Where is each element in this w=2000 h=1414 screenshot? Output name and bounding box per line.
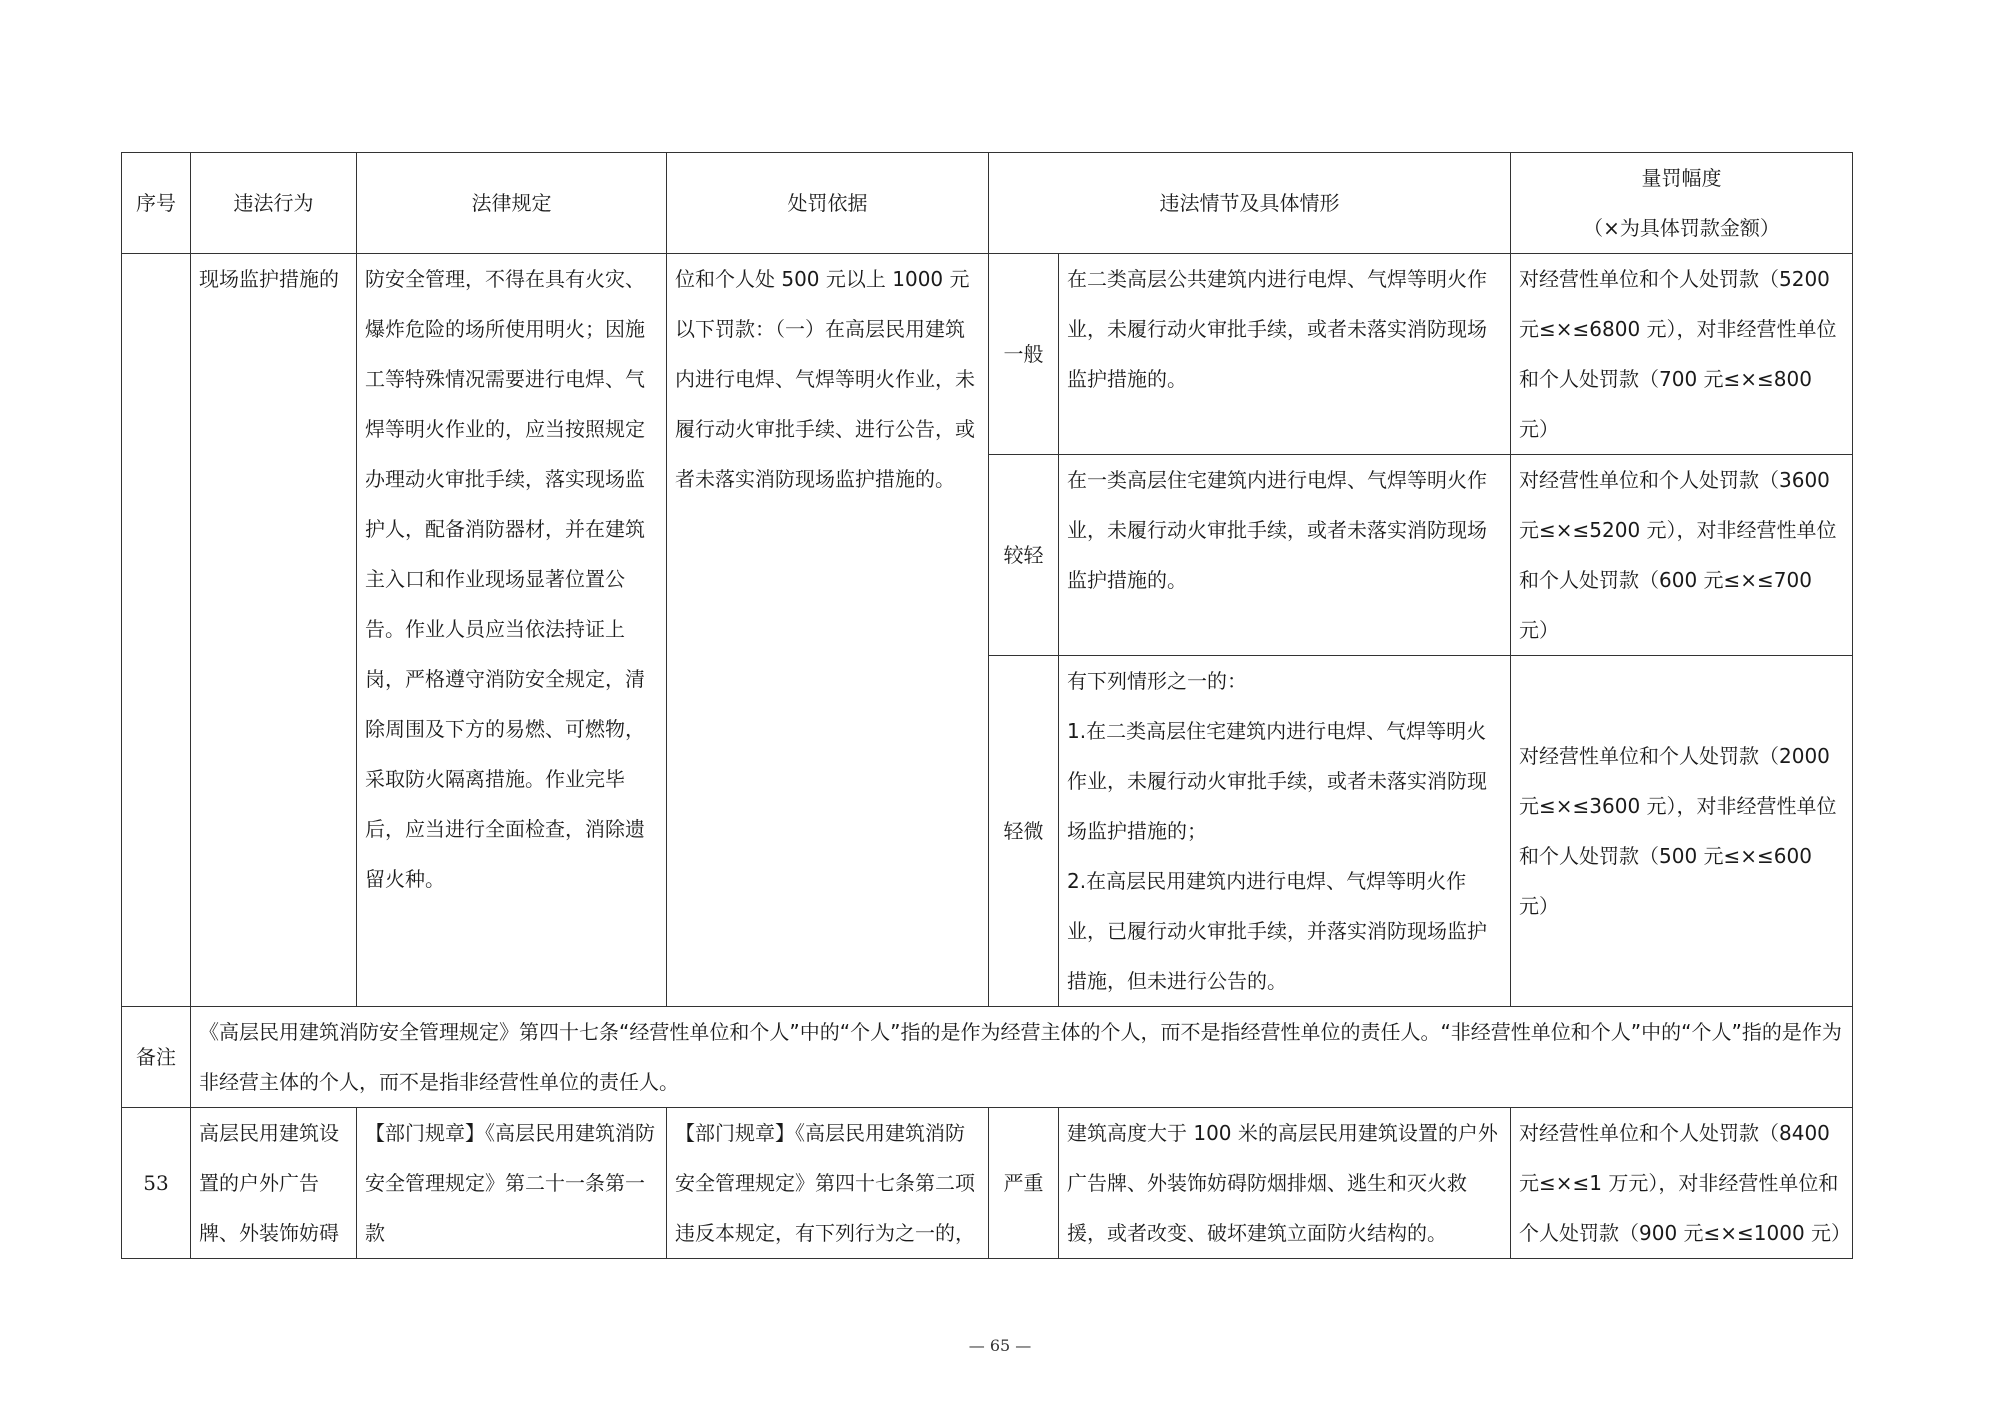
table-row: [122, 254, 1853, 455]
level-cell: 轻微: [989, 656, 1059, 1007]
row-legal: 防安全管理，不得在具有火灾、爆炸危险的场所使用明火；因施工等特殊情况需要进行电焊、气焊等明火作业的，应当按照规定办理动火审批手续，落实现场监护人，配备消防器材，并在建筑主入口和作业现场显著位置公告。作业人员应当依法持证上岗，严格遵守消防安全规定，清除周围及下方的易燃、可燃物，采取防火隔离措施。作业完毕后，应当进行全面检查，消除遗留火种。: [357, 254, 667, 1007]
penalty-table: [121, 152, 1853, 1259]
table-row: [122, 1108, 1853, 1259]
header-violation: 违法行为: [191, 153, 357, 254]
row-seq: 53: [122, 1108, 191, 1259]
row-violation: 现场监护措施的: [191, 254, 357, 1007]
page-number: — 65 —: [968, 1336, 1032, 1355]
penalty-cell: 对经营性单位和个人处罚款（2000 元≤×≤3600 元），对非经营性单位和个人处罚款（500 元≤×≤600 元）: [1511, 656, 1853, 1007]
row-legal: 【部门规章】《高层民用建筑消防安全管理规定》第二十一条第一款: [357, 1108, 667, 1259]
header-range: [1511, 153, 1853, 254]
table-header-row: [122, 153, 1853, 254]
header-circumstance: 违法情节及具体情形: [989, 153, 1511, 254]
row-basis: 位和个人处 500 元以上 1000 元以下罚款：（一）在高层民用建筑内进行电焊、气焊等明火作业，未履行动火审批手续、进行公告，或者未落实消防现场监护措施的。: [667, 254, 989, 1007]
header-range-note: （×为具体罚款金额）: [1583, 216, 1780, 240]
header-basis: 处罚依据: [667, 153, 989, 254]
level-cell: 一般: [989, 254, 1059, 455]
remark-text: 《高层民用建筑消防安全管理规定》第四十七条“经营性单位和个人”中的“个人”指的是作为经营主体的个人，而不是指经营性单位的责任人。“非经营性单位和个人”中的“个人”指的是作为非经营主体的个人，而不是指非经营性单位的责任人。: [191, 1007, 1853, 1108]
situation-cell: 建筑高度大于 100 米的高层民用建筑设置的户外广告牌、外装饰妨碍防烟排烟、逃生和灭火救援，或者改变、破坏建筑立面防火结构的。: [1059, 1108, 1511, 1259]
remark-row: [122, 1007, 1853, 1108]
row-basis: 【部门规章】《高层民用建筑消防安全管理规定》第四十七条第二项违反本规定，有下列行为之一的，: [667, 1108, 989, 1259]
situation-cell: 在一类高层住宅建筑内进行电焊、气焊等明火作业，未履行动火审批手续，或者未落实消防现场监护措施的。: [1059, 455, 1511, 656]
penalty-cell: 对经营性单位和个人处罚款（8400 元≤×≤1 万元），对非经营性单位和个人处罚款（900 元≤×≤1000 元）: [1511, 1108, 1853, 1259]
remark-label: 备注: [122, 1007, 191, 1108]
header-range-title: 量罚幅度: [1641, 166, 1722, 190]
row-seq: [122, 254, 191, 1007]
header-legal: 法律规定: [357, 153, 667, 254]
penalty-cell: 对经营性单位和个人处罚款（3600 元≤×≤5200 元），对非经营性单位和个人处罚款（600 元≤×≤700 元）: [1511, 455, 1853, 656]
level-cell: 较轻: [989, 455, 1059, 656]
penalty-cell: 对经营性单位和个人处罚款（5200 元≤×≤6800 元），对非经营性单位和个人处罚款（700 元≤×≤800 元）: [1511, 254, 1853, 455]
situation-cell: 有下列情形之一的： 1.在二类高层住宅建筑内进行电焊、气焊等明火作业，未履行动火审批手续，或者未落实消防现场监护措施的； 2.在高层民用建筑内进行电焊、气焊等明火作业，已履行动火审批手续，并落实消防现场监护措施，但未进行公告的。: [1059, 656, 1511, 1007]
header-seq: 序号: [122, 153, 191, 254]
row-violation: 高层民用建筑设置的户外广告牌、外装饰妨碍: [191, 1108, 357, 1259]
situation-cell: 在二类高层公共建筑内进行电焊、气焊等明火作业，未履行动火审批手续，或者未落实消防现场监护措施的。: [1059, 254, 1511, 455]
level-cell: 严重: [989, 1108, 1059, 1259]
